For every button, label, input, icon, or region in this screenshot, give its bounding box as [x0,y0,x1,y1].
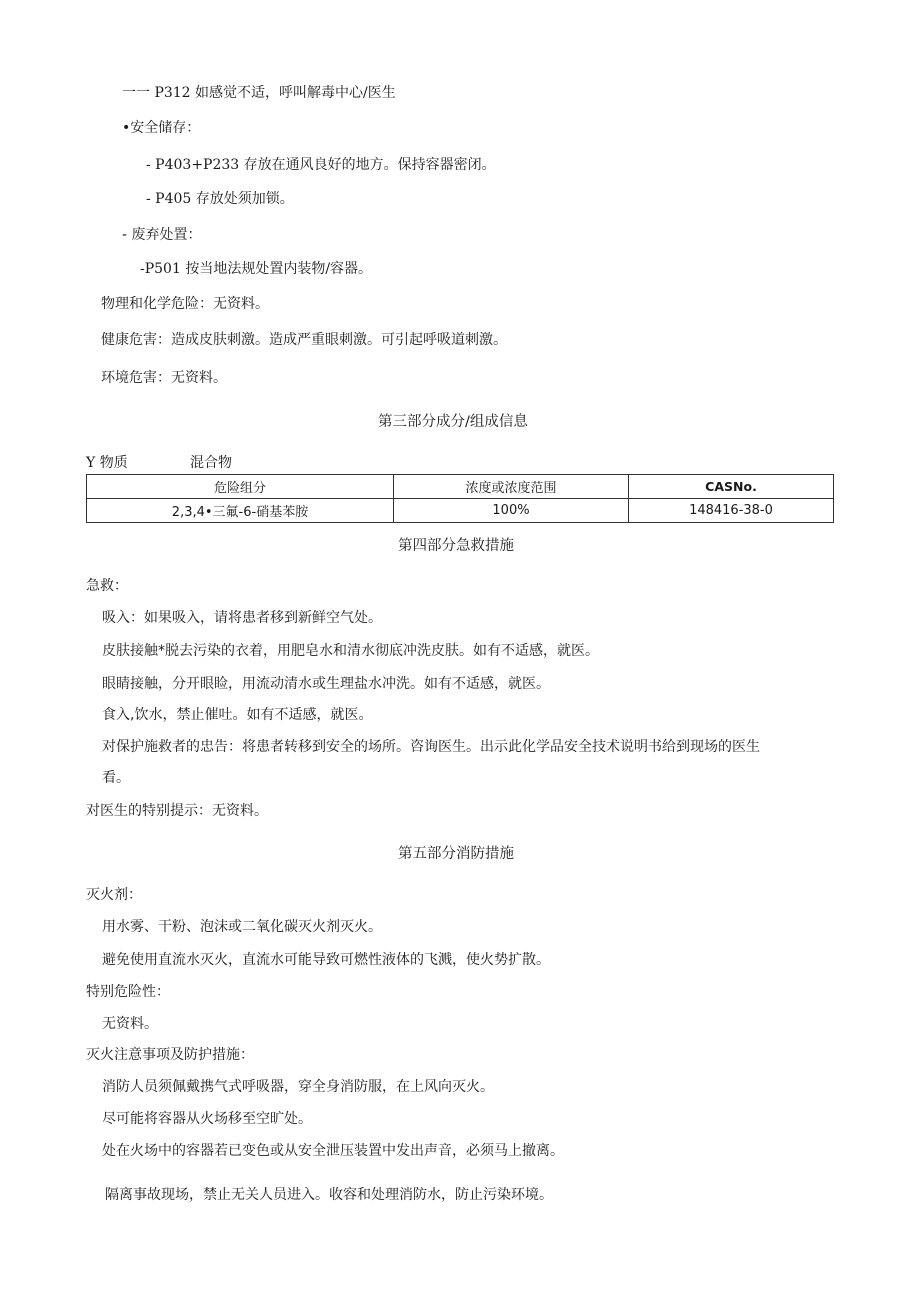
rescuer-advice-value: 将患者转移到安全的场所。咨询医生。出示此化学品安全技术说明书给到现场的医生 [242,739,760,755]
environment-hazard-line [101,369,227,387]
precaution-line-3: 处在火场中的容器若已变色或从安全泄压装置中发出声音，必须马上撤离。 [102,1143,564,1159]
doctor-note-line [86,802,268,820]
ingestion-line [102,706,372,724]
health-hazard-label: 健康危害： [101,332,171,348]
physical-hazard-label: 物理和化学危险： [101,296,213,312]
precautions-heading: 灭火注意事项及防护措施： [86,1047,254,1063]
table-row [87,499,834,523]
physical-hazard-value: 无资料。 [213,296,269,312]
doctor-note-value: 无资料。 [212,803,268,819]
doctor-note-label: 对医生的特别提示： [86,803,212,819]
extinguishing-line-2: 避免使用直流水灭火，直流水可能导致可燃性液体的飞溅，使火势扩散。 [102,952,550,968]
eye-contact-label: 眼睛接触， [102,676,172,692]
ingestion-value: 饮水，禁止催吐。如有不适感，就医。 [134,707,373,723]
precaution-line-4: 隔离事故现场，禁止无关人员进入。收容和处理消防水，防止污染环境。 [105,1187,553,1203]
disposal-heading: - 废弃处置： [122,227,202,243]
composition-table [86,474,834,523]
p312-statement: 一一 P312 如感觉不适，呼叫解毒中心/医生 [122,85,396,101]
header-component: 危险组分 [87,475,394,499]
rescuer-advice-label: 对保护施救者的忠告： [102,739,242,755]
inhalation-line: 吸入：如果吸入，请将患者移到新鲜空气处。 [102,610,382,626]
eye-contact-value: 分开眼睑，用流动清水或生理盐水冲洗。如有不适感，就医。 [172,676,550,692]
physical-hazard-line [101,295,269,313]
environment-hazard-label: 环境危害： [101,370,171,386]
section4-title: 第四部分急救措施 [398,538,514,554]
precaution-line-1: 消防人员须佩戴携气式呼吸器，穿全身消防服，在上风向灭火。 [102,1079,494,1095]
environment-hazard-value: 无资料。 [171,370,227,386]
mixture-label: 混合物 [190,455,232,471]
health-hazard-value: 造成皮肤刺激。造成严重眼刺激。可引起呼吸道刺激。 [171,332,507,348]
p405-statement: - P405 存放处须加锁。 [146,191,294,207]
extinguishing-heading: 灭火剂： [86,887,142,903]
rescuer-advice-line [102,738,760,756]
skin-contact-value: 脱去污染的衣着，用肥皂水和清水彻底冲洗皮肤。如有不适感，就医。 [165,643,599,659]
skin-contact-label: 皮肤接触* [102,643,165,659]
header-cas: CASNo. [629,475,834,499]
health-hazard-line [101,331,507,349]
section5-title: 第五部分消防措施 [398,846,514,862]
cell-cas: 148416-38-0 [629,499,834,523]
extinguishing-line-1: 用水雾、干粉、泡沫或二氧化碳灭火剂灭火。 [102,919,382,935]
section3-title: 第三部分成分/组成信息 [378,414,528,430]
safe-storage-heading: •安全储存： [122,120,201,136]
first-aid-heading: 急救： [86,578,128,594]
ingestion-label: 食入, [102,707,135,723]
special-hazard-value: 无资料。 [102,1016,158,1032]
p403-statement: - P403+P233 存放在通风良好的地方。保持容器密闭。 [146,157,496,173]
precaution-line-2: 尽可能将容器从火场移至空旷处。 [102,1111,312,1127]
p501-statement: -P501 按当地法规处置内装物/容器。 [140,261,373,277]
rescuer-advice-continuation: 看。 [102,770,130,786]
eye-contact-line [102,675,550,693]
cell-component: 2,3,4•三氟-6-硝基苯胺 [87,499,394,523]
special-hazard-heading: 特别危险性： [86,984,170,1000]
substance-label: Y 物质 [86,455,128,471]
skin-contact-line [102,642,599,660]
header-concentration: 浓度或浓度范围 [394,475,629,499]
cell-concentration: 100% [394,499,629,523]
table-header-row [87,475,834,499]
